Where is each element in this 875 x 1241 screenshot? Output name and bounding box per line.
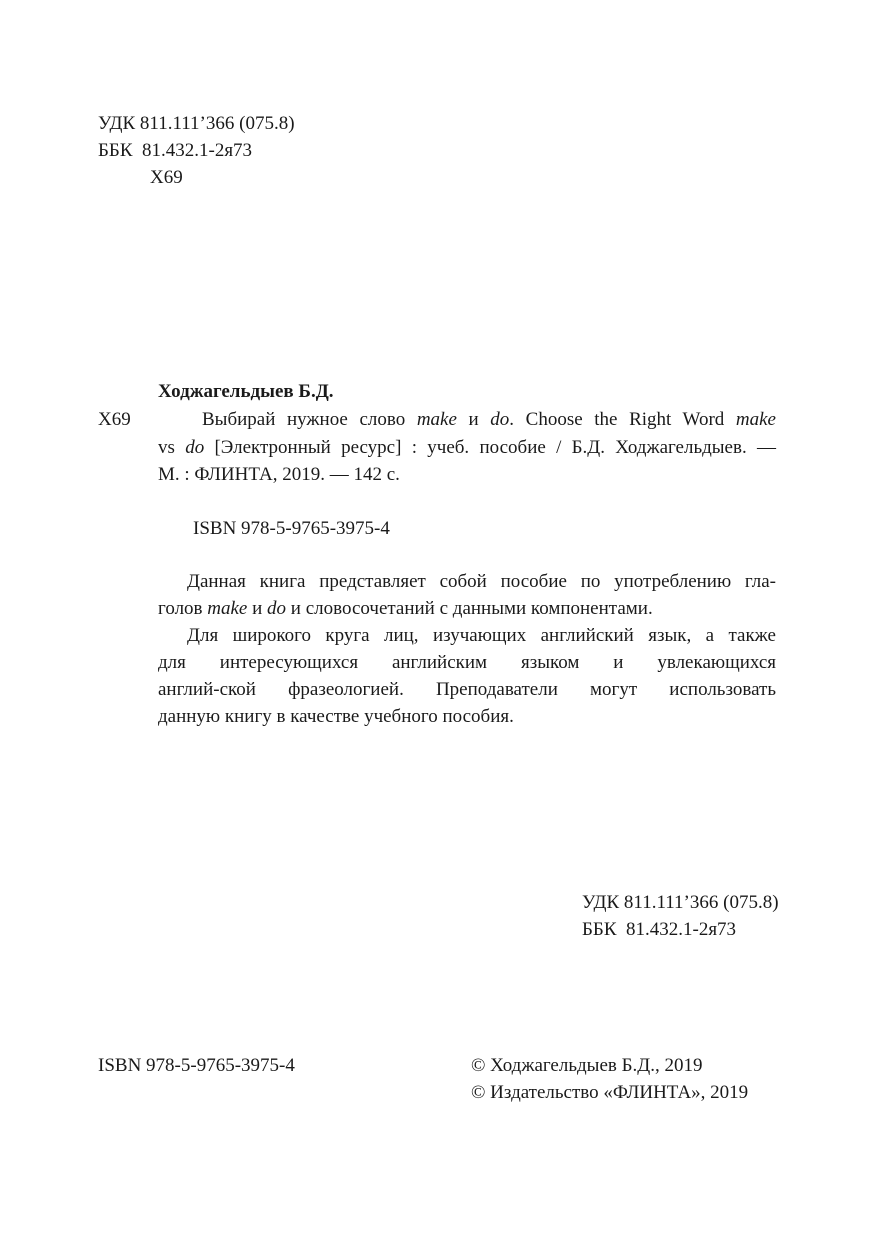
top-bbk-code: ББК 81.432.1-2я73 xyxy=(98,140,253,161)
title-line-1: Выбирай нужное слово make и do. Choose the Right Word make xyxy=(202,409,776,430)
title-line-2: vs do [Электронный ресурс] : учеб. пособие / Б.Д. Ходжагельдыев. — xyxy=(158,437,776,458)
record-isbn: ISBN 978-5-9765-3975-4 xyxy=(193,518,390,539)
copyright-author: © Ходжагельдыев Б.Д., 2019 xyxy=(471,1055,703,1076)
bottom-bbk-code: ББК 81.432.1-2я73 xyxy=(582,919,737,940)
italic-term: make xyxy=(416,409,457,430)
annotation-p2-line-1: Для широкого круга лиц, изучающих английский язык, а также xyxy=(187,625,776,646)
footer-isbn: ISBN 978-5-9765-3975-4 xyxy=(98,1055,295,1076)
annotation-p2-line-4: данную книгу в качестве учебного пособия. xyxy=(158,706,514,727)
italic-term: make xyxy=(735,409,776,430)
annotation-p1-line-2: голов make и do и словосочетаний с данными компонентами. xyxy=(158,598,653,619)
record-author-mark: Х69 xyxy=(98,409,131,430)
top-udk-code: УДК 811.111’366 (075.8) xyxy=(98,113,295,134)
italic-term: make xyxy=(207,598,248,619)
annotation-p2-line-2: для интересующихся английским языком и увлекающихся xyxy=(158,652,776,673)
annotation-p1-line-1: Данная книга представляет собой пособие по употреблению гла- xyxy=(187,571,776,592)
author-heading: Ходжагельдыев Б.Д. xyxy=(158,381,334,402)
annotation-p2-line-3: англий-ской фразеологией. Преподаватели могут использовать xyxy=(158,679,776,700)
copyright-publisher: © Издательство «ФЛИНТА», 2019 xyxy=(471,1082,749,1103)
italic-term: do xyxy=(267,598,287,619)
bottom-udk-code: УДК 811.111’366 (075.8) xyxy=(582,892,779,913)
title-line-3: М. : ФЛИНТА, 2019. — 142 с. xyxy=(158,464,400,485)
italic-term: do xyxy=(490,409,510,430)
italic-term: do xyxy=(185,437,205,458)
top-author-mark: Х69 xyxy=(150,167,183,188)
